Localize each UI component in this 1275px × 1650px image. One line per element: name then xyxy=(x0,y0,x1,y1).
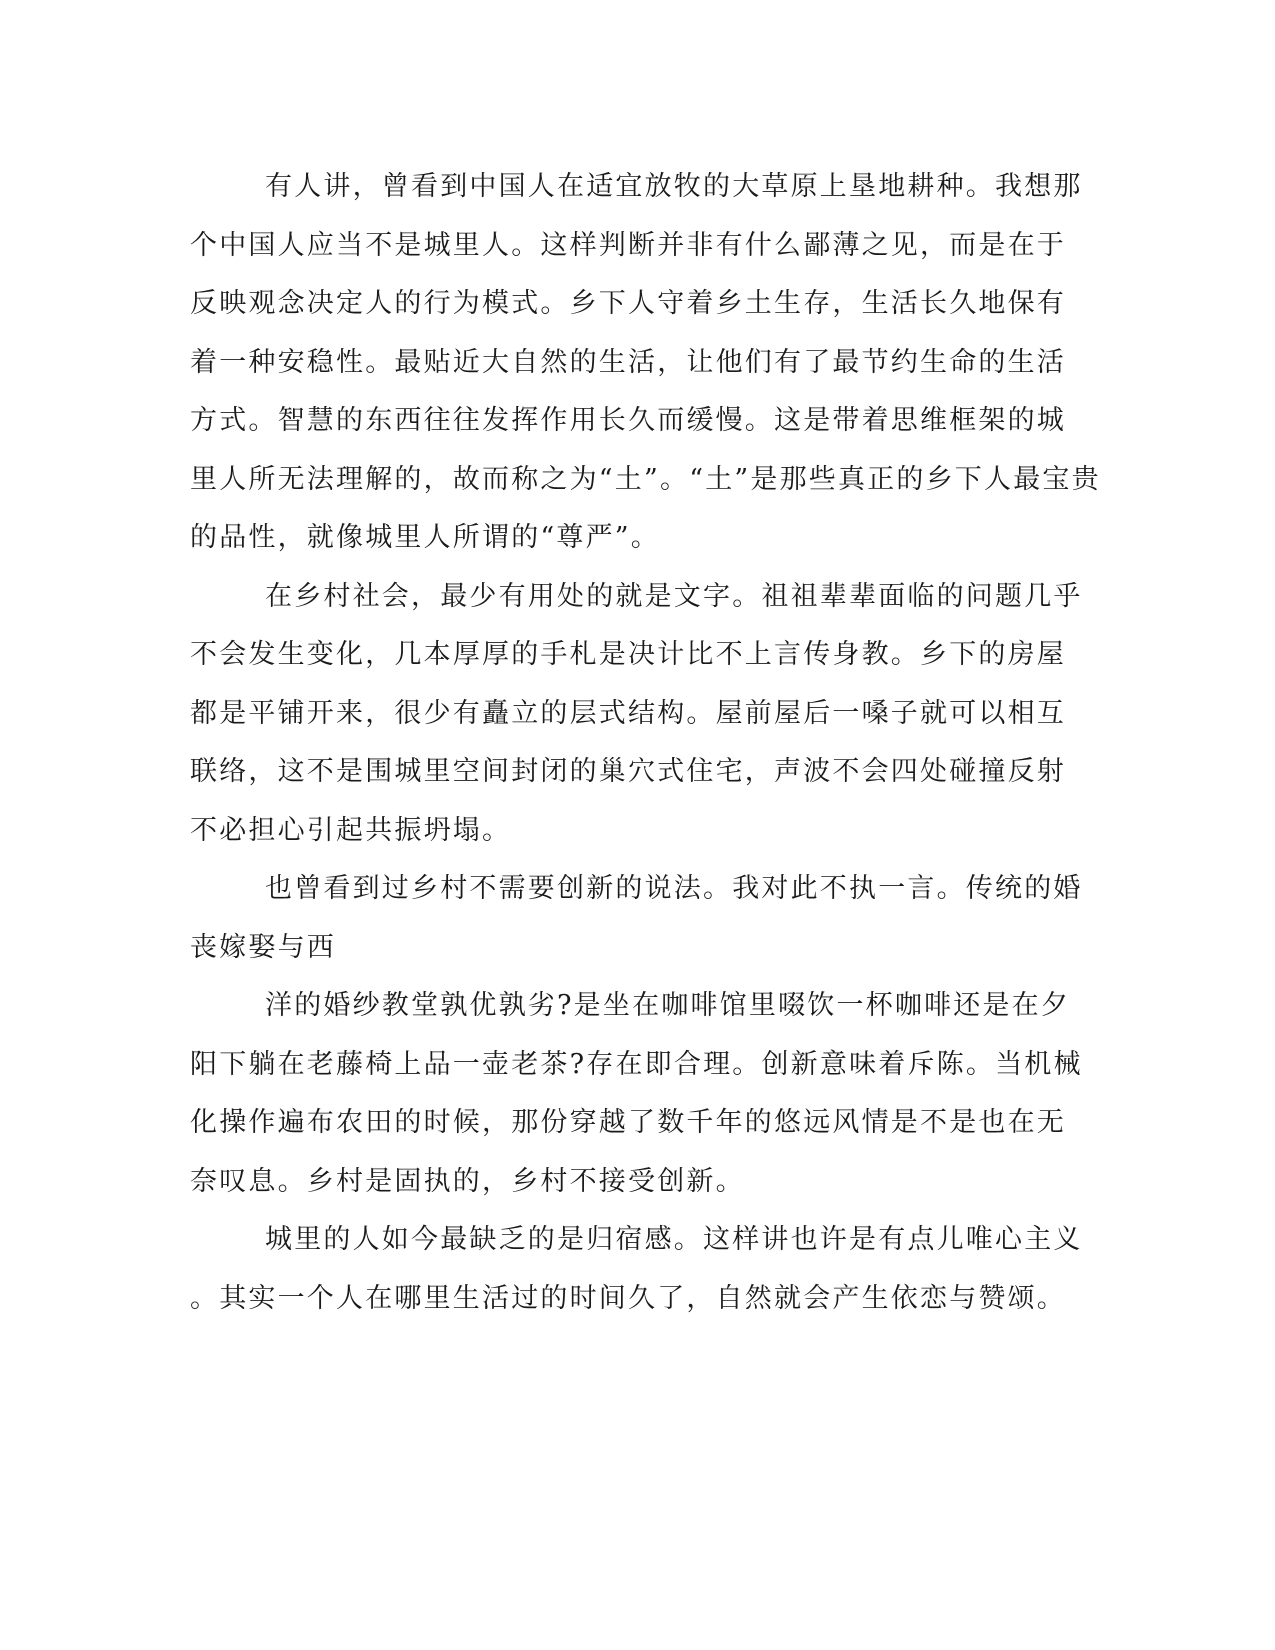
text-line: 个中国人应当不是城里人。这样判断并非有什么鄙薄之见，而是在于 xyxy=(190,229,1066,261)
text-line: 。其实一个人在哪里生活过的时间久了，自然就会产生依恋与赞颂。 xyxy=(190,1282,1066,1314)
body-text xyxy=(190,158,1101,1328)
text-line: 联络，这不是围城里空间封闭的巢穴式住宅，声波不会四处碰撞反射 xyxy=(190,756,1066,787)
text-line: 方式。智慧的东西往往发挥作用长久而缓慢。这是带着思维框架的城 xyxy=(190,405,1066,436)
text-line: 的品性，就像城里人所谓的“尊严”。 xyxy=(190,522,661,553)
text-line: 阳下躺在老藤椅上品一壶老茶?存在即合理。创新意味着斥陈。当机械 xyxy=(190,1048,1083,1080)
text-line: 化操作遍布农田的时候，那份穿越了数千年的悠远风情是不是也在无 xyxy=(190,1107,1066,1138)
text-line: 城里的人如今最缺乏的是归宿感。这样讲也许是有点儿唯心主义 xyxy=(265,1224,1083,1255)
text-line: 不必担心引起共振坍塌。 xyxy=(190,814,512,846)
text-line: 洋的婚纱教堂孰优孰劣?是坐在咖啡馆里啜饮一杯咖啡还是在夕 xyxy=(265,990,1071,1021)
text-line: 也曾看到过乡村不需要创新的说法。我对此不执一言。传统的婚 xyxy=(265,873,1083,904)
text-line: 反映观念决定人的行为模式。乡下人守着乡土生存，生活长久地保有 xyxy=(190,288,1066,319)
text-line: 里人所无法理解的，故而称之为“土”。“土”是那些真正的乡下人最宝贵 xyxy=(190,463,1101,495)
text-line: 有人讲，曾看到中国人在适宜放牧的大草原上垦地耕种。我想那 xyxy=(265,171,1083,202)
text-line: 在乡村社会，最少有用处的就是文字。祖祖辈辈面临的问题几乎 xyxy=(265,580,1083,612)
text-line: 都是平铺开来，很少有矗立的层式结构。屋前屋后一嗓子就可以相互 xyxy=(190,697,1066,729)
text-line: 着一种安稳性。最贴近大自然的生活，让他们有了最节约生命的生活 xyxy=(190,346,1066,378)
text-line: 奈叹息。乡村是固执的，乡村不接受创新。 xyxy=(190,1165,745,1197)
text-line: 丧嫁娶与西 xyxy=(190,931,336,963)
text-line: 不会发生变化，几本厚厚的手札是决计比不上言传身教。乡下的房屋 xyxy=(190,639,1066,670)
